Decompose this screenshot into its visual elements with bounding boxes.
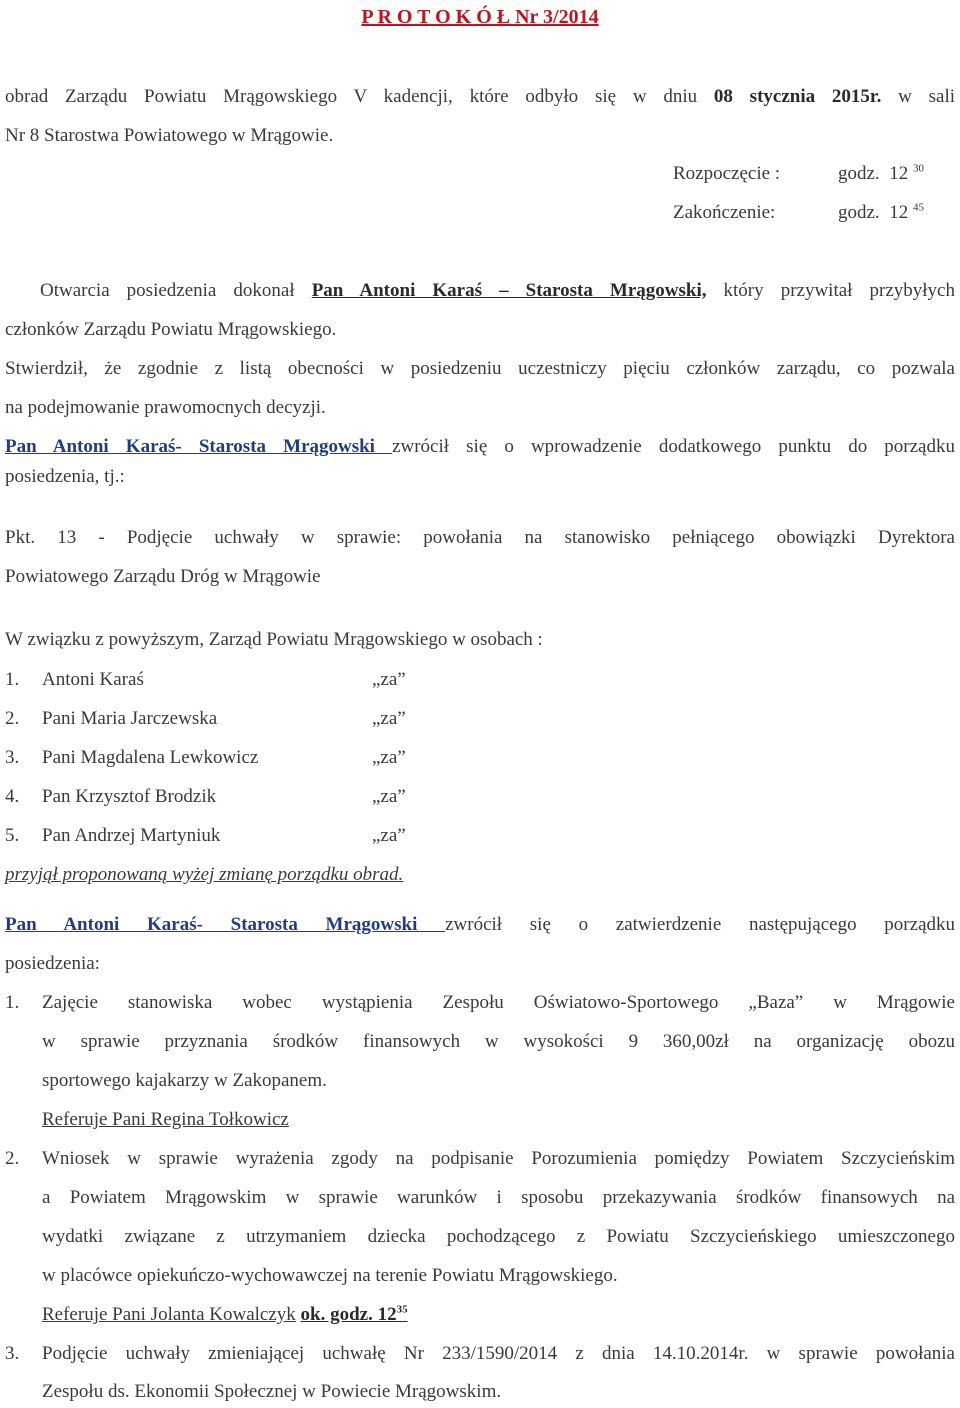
pkt13-line-1: Pkt. 13 - Podjęcie uchwały w sprawie: powołania na stanowisko pełniącego obowiązki Dyrektora bbox=[5, 527, 955, 548]
pkt13-line-2: Powiatowego Zarządu Dróg w Mrągowie bbox=[5, 566, 321, 587]
document-title: P R O T O K Ó Ł Nr 3/2014 bbox=[361, 6, 599, 28]
intro-text: obrad Zarządu Powiatu Mrągowskiego V kadencji, które odbyło się w dniu bbox=[5, 86, 698, 107]
opening-line-2: członków Zarządu Powiatu Mrągowskiego. bbox=[5, 319, 337, 340]
meeting-date: 08 stycznia 2015r. bbox=[713, 86, 882, 107]
member-name: Antoni Karaś bbox=[42, 669, 144, 690]
agenda-line: Zespołu ds. Ekonomii Społecznej w Powiecie Mrągowskim. bbox=[42, 1381, 502, 1402]
vote-value: „za” bbox=[372, 747, 406, 768]
member-name: Pan Krzysztof Brodzik bbox=[42, 786, 217, 807]
vote-result: przyjął proponowaną wyżej zmianę porządku obrad. bbox=[5, 864, 404, 885]
vote-intro: W związku z powyższym, Zarząd Powiatu Mrągowskiego w osobach : bbox=[5, 629, 543, 650]
agenda-referent: Referuje Pani Regina Tołkowicz bbox=[42, 1109, 289, 1130]
end-time: godz. 12 $^{45}$ bbox=[838, 201, 924, 223]
request1-line-1: Pan Antoni Karaś- Starosta Mrągowski zwrócił się o wprowadzenie dodatkowego punktu do porządku bbox=[5, 436, 955, 457]
member-name: Pani Magdalena Lewkowicz bbox=[42, 747, 259, 768]
vote-value: „za” bbox=[372, 825, 406, 846]
request2-line-1: Pan Antoni Karaś- Starosta Mrągowski zwrócił się o zatwierdzenie następującego porządku bbox=[5, 914, 955, 935]
agenda-referent: Referuje Pani Jolanta Kowalczyk bbox=[42, 1304, 296, 1325]
agenda-line: w sprawie przyznania środków finansowych w wysokości 9 360,00zł na organizację obozu bbox=[42, 1031, 955, 1052]
agenda-line: Wniosek w sprawie wyrażenia zgody na podpisanie Porozumienia pomiędzy Powiatem Szczycieńskim bbox=[42, 1148, 955, 1169]
agenda-line: Zajęcie stanowiska wobec wystąpienia Zespołu Oświatowo-Sportowego „Baza” w Mrągowie bbox=[42, 992, 955, 1013]
agenda-line: Podjęcie uchwały zmieniającej uchwałę Nr 233/1590/2014 z dnia 14.10.2014r. w sprawie powołania bbox=[42, 1343, 955, 1364]
intro-line-2: Nr 8 Starostwa Powiatowego w Mrągowie. bbox=[5, 125, 334, 146]
agenda-line: a Powiatem Mrągowskim w sprawie warunków i sposobu przekazywania środków finansowych na bbox=[42, 1187, 955, 1208]
member-name: Pan Andrzej Martyniuk bbox=[42, 825, 221, 846]
end-label: Zakończenie: bbox=[673, 202, 776, 223]
quorum-line-2: na podejmowanie prawomocnych decyzji. bbox=[5, 397, 326, 418]
intro-line-1 bbox=[5, 85, 955, 109]
request2-line-2: posiedzenia: bbox=[5, 953, 100, 974]
intro-text-end: w sali bbox=[898, 86, 956, 107]
agenda-referent-row bbox=[42, 1303, 955, 1327]
agenda-line: wydatki związane z utrzymaniem dziecka pochodzącego z Powiatu Szczycieńskiego umieszczonego bbox=[42, 1226, 955, 1247]
quorum-line-1: Stwierdził, że zgodnie z listą obecności w posiedzeniu uczestniczy pięciu członków zarządu, co pozwala bbox=[5, 358, 955, 379]
start-label: Rozpoczęcie : bbox=[673, 163, 781, 184]
starosta-name: Pan Antoni Karaś – Starosta Mrągowski, bbox=[311, 280, 707, 301]
agenda-line: w placówce opiekuńczo-wychowawczej na terenie Powiatu Mrągowskiego. bbox=[42, 1265, 618, 1286]
speaker-name: Pan Antoni Karaś- Starosta Mrągowski bbox=[5, 436, 393, 457]
member-name: Pani Maria Jarczewska bbox=[42, 708, 218, 729]
vote-value: „za” bbox=[372, 669, 406, 690]
agenda-time: ok. godz. $12^{35}$ bbox=[300, 1303, 408, 1325]
request1-line-2: posiedzenia, tj.: bbox=[5, 466, 125, 487]
vote-value: „za” bbox=[372, 786, 406, 807]
vote-value: „za” bbox=[372, 708, 406, 729]
opening-line-1: Otwarcia posiedzenia dokonał Pan Antoni Karaś – Starosta Mrągowski, który przywitał przybyłych bbox=[40, 280, 955, 301]
agenda-line: sportowego kajakarzy w Zakopanem. bbox=[42, 1070, 327, 1091]
start-time: godz. 12 $^{30}$ bbox=[838, 162, 924, 184]
speaker-name: Pan Antoni Karaś- Starosta Mrągowski bbox=[5, 914, 446, 935]
